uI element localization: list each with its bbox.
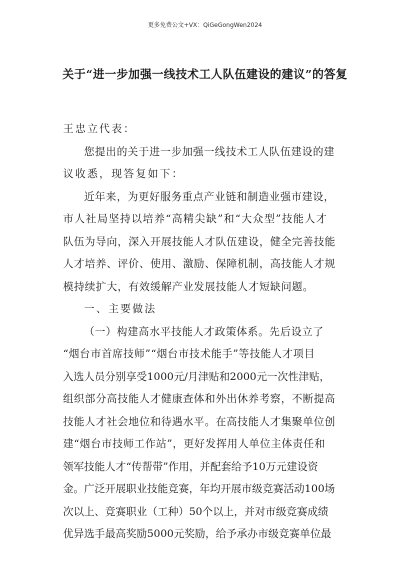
- body-line: 领军技能人才“传帮带”作用，并配套给予10万元建设资: [63, 460, 319, 473]
- section-heading: 一、主要做法: [84, 303, 157, 315]
- body-line: 近年来，为更好服务重点产业链和制造业强市建设，: [84, 190, 335, 203]
- body-line: 建“烟台市技师工作站”，更好发挥用人单位主体责任和: [63, 438, 326, 450]
- body-line: 人才培养、评价、使用、激励、保障机制，高技能人才规: [63, 258, 336, 270]
- body-line: 技能人才社会地位和待遇水平。在高技能人才集聚单位创: [63, 415, 336, 428]
- body-line: 队伍为导向，深入开展技能人才队伍建设，健全完善技能: [63, 235, 336, 248]
- body-line: “烟台市首席技师”“烟台市技术能手”等技能人才项目: [63, 348, 315, 360]
- salutation: 王忠立代表：: [63, 123, 136, 135]
- body-line: 组织部分高技能人才健康查体和外出休养考察，不断提高: [63, 393, 336, 405]
- document-body: [63, 118, 357, 546]
- document-title: 关于“进一步加强一线技术工人队伍建设的建议”的答复: [62, 67, 348, 81]
- body-line: （一）构建高水平技能人才政策体系。先后设立了: [84, 325, 324, 338]
- body-line: 议收悉，现答复如下：: [63, 168, 184, 180]
- header-note: 更多免费公文+VX：QiGeGongWen2024: [147, 22, 263, 29]
- body-line: 次以上、竞赛职业（工种）50个以上，并对市级竞赛成绩: [63, 505, 329, 518]
- body-line: 模持续扩大，有效缓解产业发展技能人才短缺问题。: [63, 280, 314, 293]
- body-line: 优异选手最高奖励5000元奖励，给予承办市级竞赛单位最: [63, 528, 332, 540]
- body-line: 入选人员分别享受1000元/月津贴和2000元一次性津贴，: [63, 370, 330, 383]
- body-line: 您提出的关于进一步加强一线技术工人队伍建设的建: [84, 145, 335, 158]
- body-line: 市人社局坚持以培养“高精尖缺”和“大众型”技能人才: [63, 213, 328, 225]
- body-line: 金。广泛开展职业技能竞赛，年均开展市级竞赛活动100场: [63, 483, 336, 495]
